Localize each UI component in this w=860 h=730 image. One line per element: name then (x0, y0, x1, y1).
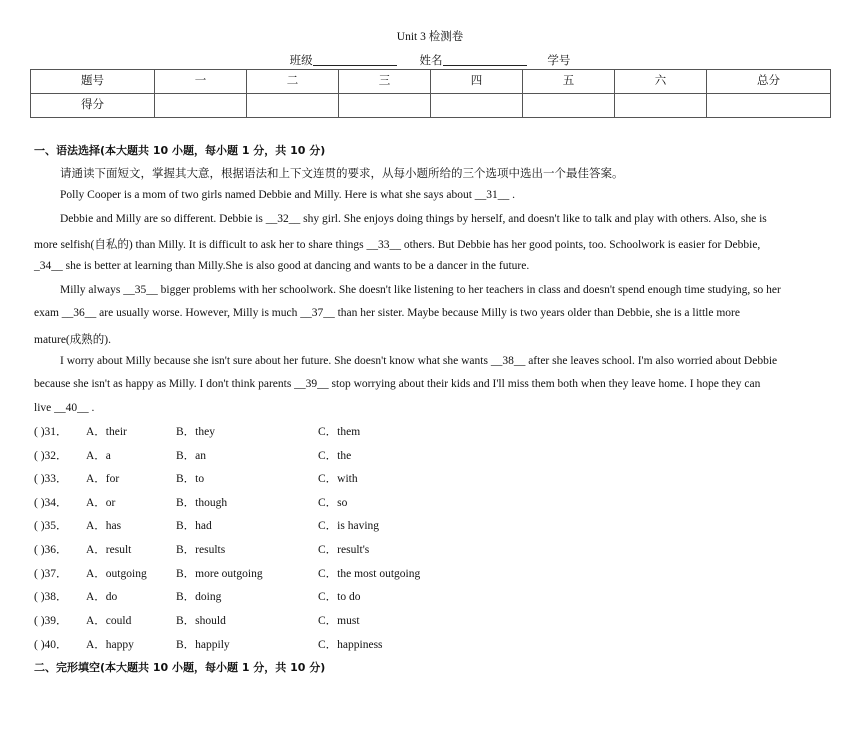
option-c[interactable]: C．the most outgoing (318, 568, 421, 580)
section2-heading: 二、完形填空(本大题共 10 小题，每小题 1 分，共 10 分) (34, 661, 326, 674)
option-c[interactable]: C．to do (318, 591, 361, 603)
score-table-score-row (31, 94, 831, 118)
passage-line: Polly Cooper is a mom of two girls named Debbie and Milly. Here is what she says about __31__ . (60, 189, 516, 201)
option-b[interactable]: B．they (176, 426, 215, 438)
option-a[interactable]: A．could (86, 615, 132, 627)
name-field (420, 52, 527, 68)
score-entry-cell[interactable] (431, 94, 523, 118)
score-entry-cell[interactable] (339, 94, 431, 118)
class-blank[interactable] (313, 53, 397, 66)
question-number[interactable]: ( )32． (34, 450, 68, 462)
option-b[interactable]: B．doing (176, 591, 222, 603)
table-cell: 得分 (31, 94, 155, 118)
option-b[interactable]: B．happily (176, 639, 230, 651)
table-cell: 四 (431, 70, 523, 94)
option-b[interactable]: B．more outgoing (176, 568, 263, 580)
question-number[interactable]: ( )35． (34, 520, 68, 532)
page-title: Unit 3 检测卷 (396, 31, 464, 43)
score-entry-cell[interactable] (247, 94, 339, 118)
section1-instruction: 请通读下面短文，掌握其大意，根据语法和上下文连贯的要求，从每小题所给的三个选项中选出一个最佳答案。 (60, 168, 624, 180)
option-a[interactable]: A．for (86, 473, 120, 485)
option-a[interactable]: A．or (86, 497, 116, 509)
table-cell: 题号 (31, 70, 155, 94)
table-cell: 一 (155, 70, 247, 94)
score-entry-cell[interactable] (155, 94, 247, 118)
option-b[interactable]: B．had (176, 520, 212, 532)
name-label: 姓名 (419, 55, 443, 67)
score-entry-cell[interactable] (615, 94, 707, 118)
option-c[interactable]: C．happiness (318, 639, 383, 651)
passage-line: Debbie and Milly are so different. Debbie is __32__ shy girl. She enjoys doing things by herself, and doesn't like to talk and play with others. Also, she is (60, 213, 767, 225)
option-a[interactable]: A．result (86, 544, 132, 556)
question-number[interactable]: ( )40． (34, 639, 68, 651)
option-a[interactable]: A．do (86, 591, 118, 603)
option-a[interactable]: A．happy (86, 639, 134, 651)
option-a[interactable]: A．their (86, 426, 127, 438)
passage-line: I worry about Milly because she isn't sure about her future. She doesn't know what she wants __38__ after she leaves school. I'm also worried about Debbie (60, 355, 778, 367)
option-c[interactable]: C．with (318, 473, 358, 485)
option-c[interactable]: C．is having (318, 520, 380, 532)
section1-heading: 一、语法选择(本大题共 10 小题，每小题 1 分，共 10 分) (34, 144, 326, 157)
option-a[interactable]: A．outgoing (86, 568, 147, 580)
question-number[interactable]: ( )34． (34, 497, 68, 509)
id-field (547, 52, 570, 68)
option-b[interactable]: B．an (176, 450, 207, 462)
passage-line: because she isn't as happy as Milly. I don't think parents __39__ stop worrying about their kids and I'll miss them both when they leave home. I hope they can (34, 378, 761, 390)
option-a[interactable]: A．a (86, 450, 111, 462)
student-info-line (0, 52, 860, 68)
question-number[interactable]: ( )36． (34, 544, 68, 556)
option-c[interactable]: C．them (318, 426, 361, 438)
passage-line: live __40__ . (34, 402, 95, 414)
option-c[interactable]: C．must (318, 615, 360, 627)
option-a[interactable]: A．has (86, 520, 122, 532)
score-entry-cell[interactable] (707, 94, 831, 118)
class-field (290, 52, 397, 68)
score-table-header-row (31, 70, 831, 94)
table-cell: 五 (523, 70, 615, 94)
id-label: 学号 (547, 55, 571, 67)
question-number[interactable]: ( )38． (34, 591, 68, 603)
table-cell: 总分 (707, 70, 831, 94)
option-b[interactable]: B．should (176, 615, 226, 627)
class-label: 班级 (289, 55, 313, 67)
table-cell: 六 (615, 70, 707, 94)
passage-line: Milly always __35__ bigger problems with her schoolwork. She doesn't like listening to her teachers in class and doesn't spend enough time studying, so her (60, 284, 781, 296)
option-b[interactable]: B．results (176, 544, 226, 556)
passage-line: exam __36__ are usually worse. However, Milly is much __37__ than her sister. Maybe because Milly is two years older than Debbie, she is a little more (34, 307, 740, 319)
name-blank[interactable] (443, 53, 527, 66)
question-number[interactable]: ( )33． (34, 473, 68, 485)
option-b[interactable]: B．to (176, 473, 205, 485)
question-number[interactable]: ( )39． (34, 615, 68, 627)
option-c[interactable]: C．result's (318, 544, 370, 556)
option-c[interactable]: C．the (318, 450, 352, 462)
table-cell: 三 (339, 70, 431, 94)
option-c[interactable]: C．so (318, 497, 348, 509)
table-cell: 二 (247, 70, 339, 94)
question-number[interactable]: ( )37． (34, 568, 68, 580)
passage-line: mature(成熟的). (34, 334, 111, 346)
question-number[interactable]: ( )31． (34, 426, 68, 438)
score-table (30, 69, 831, 118)
passage-line: _34__ she is better at learning than Milly.She is also good at dancing and wants to be a dancer in the future. (34, 260, 530, 272)
score-entry-cell[interactable] (523, 94, 615, 118)
option-b[interactable]: B．though (176, 497, 228, 509)
passage-line: more selfish(自私的) than Milly. It is difficult to ask her to share things __33__ others. But Debbie has her good points, too. Schoolwork is easier for Debbie, (34, 239, 761, 251)
